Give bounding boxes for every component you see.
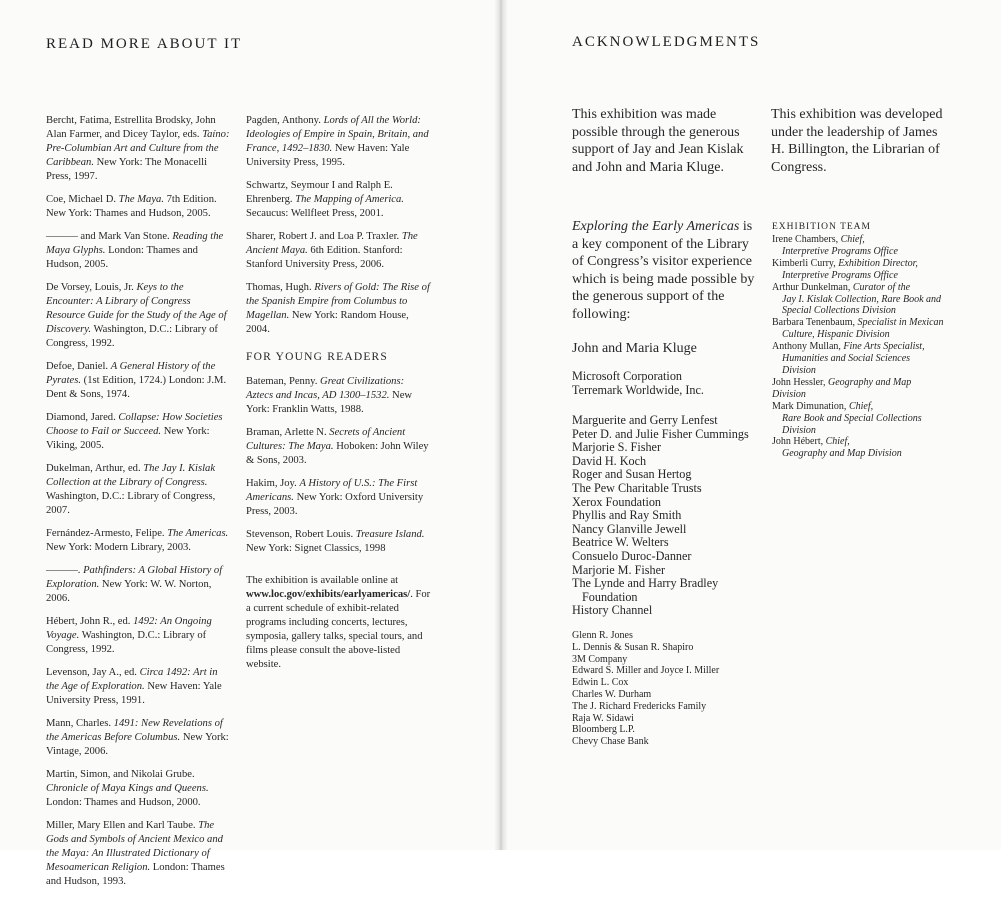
entry-title: 1492: An Ongoing Voyage.	[46, 616, 212, 641]
entry-publication: New York: Modern Library, 2003.	[46, 542, 191, 553]
team-member-department: Geography and Map Division	[782, 448, 902, 460]
team-member-department: Interpretive Programs Office	[782, 245, 898, 257]
entry-author: Thomas, Hugh.	[246, 282, 315, 293]
bibliography-entry	[46, 411, 230, 453]
team-member	[772, 401, 944, 437]
entry-publication: Washington, D.C.: Library of Congress, 1992.	[46, 324, 218, 349]
team-member-name: Anthony Mullan,	[772, 341, 844, 353]
bibliography-column-2	[246, 114, 432, 672]
sponsor-name: The Pew Charitable Trusts	[572, 480, 702, 495]
team-member-role: Chief,	[840, 234, 865, 245]
team-member-role: Specialist in Mexican	[857, 317, 944, 329]
supporters-list	[572, 630, 772, 748]
entry-publication: New York: W. W. Norton, 2006.	[46, 579, 212, 604]
sponsor-name: Roger and Susan Hertog	[572, 467, 692, 482]
entry-title: Circa 1492: Art in the Age of Exploration.	[46, 667, 218, 692]
sponsor-name: Marjorie M. Fisher	[572, 562, 666, 577]
entry-publication: New Haven: Yale University Press, 1991.	[46, 681, 222, 706]
sponsor-name: Marguerite and Gerry Lenfest	[572, 413, 718, 427]
bibliography-entry	[246, 114, 432, 170]
sponsor-name: Consuelo Duroc-Danner	[572, 548, 692, 563]
team-member-name: Arthur Dunkelman,	[772, 281, 853, 293]
acknowledgments-heading: ACKNOWLEDGMENTS	[572, 34, 761, 50]
bibliography-entry	[246, 426, 432, 468]
entry-title: Rivers of Gold: The Rise of the Spanish Empire from Columbus to Magellan.	[246, 282, 430, 321]
read-more-heading: READ MORE ABOUT IT	[46, 36, 243, 52]
entry-author: Sharer, Robert J. and Loa P. Traxler.	[246, 231, 402, 242]
team-member-department: Humanities and Social Sciences Division	[782, 353, 911, 376]
sponsor-name: Nancy Glanville Jewell	[572, 521, 687, 536]
entry-publication: London: Thames and Hudson, 2005.	[46, 245, 198, 270]
bibliography-entry	[246, 375, 432, 417]
sponsor-name: Phyllis and Ray Smith	[572, 508, 682, 523]
supporter-name: Bloomberg L.P.	[572, 724, 635, 736]
entry-author: Bateman, Penny.	[246, 376, 321, 387]
entry-title: The Jay I. Kislak Collection at the Library of Congress.	[46, 463, 216, 488]
entry-title: The Maya.	[118, 194, 164, 205]
supporter-name: Edward S. Miller and Joyce I. Miller	[572, 665, 720, 677]
supporter-name: Edwin L. Cox	[572, 677, 629, 689]
team-member-department: Jay I. Kislak Collection, Rare Book and Special Collections Division	[782, 293, 942, 317]
entry-author: Fernández-Armesto, Felipe.	[46, 528, 168, 539]
entry-title: The Mapping of America.	[295, 194, 404, 205]
sponsor-name: Xerox Foundation	[572, 494, 662, 509]
entry-author: Stevenson, Robert Louis.	[246, 529, 356, 540]
team-member-department: Rare Book and Special Collections Division	[782, 412, 922, 436]
team-member	[772, 436, 944, 460]
support-statement: This exhibition was made possible through the generous support of Jay and Jean Kislak and John and Maria Kluge.	[572, 107, 744, 175]
supporter-name: Charles W. Durham	[572, 688, 652, 700]
entry-author: Coe, Michael D.	[46, 194, 119, 205]
entry-title: Treasure Island.	[355, 529, 425, 540]
bibliography-entry	[46, 114, 230, 184]
bibliography-entry	[46, 615, 230, 657]
book-gutter	[494, 0, 508, 850]
exhibit-url-link[interactable]: www.loc.gov/exhibits/earlyamericas/	[246, 589, 411, 600]
entry-publication: Washington, D.C.: Library of Congress, 1992.	[46, 630, 207, 655]
sponsor-name: David H. Koch	[572, 453, 647, 468]
bibliography-entry	[46, 768, 230, 810]
team-member	[772, 317, 944, 341]
entry-title: Keys to the Encounter: A Library of Congress Resource Guide for the Study of the Age of Discovery.	[46, 282, 227, 335]
entry-author: Mann, Charles.	[46, 718, 114, 729]
bibliography-entry	[246, 528, 432, 556]
entry-publication: New York: The Monacelli Press, 1997.	[46, 157, 208, 182]
team-member-department: Interpretive Programs Office	[782, 269, 898, 281]
bibliography-entry	[46, 281, 230, 351]
entry-publication: (1st Edition, 1724.) London: J.M. Dent & Sons, 1974.	[46, 375, 227, 400]
team-member-role: Exhibition Director,	[838, 257, 918, 269]
entry-publication: Secaucus: Wellfleet Press, 2001.	[246, 208, 384, 219]
team-member-role: Chief,	[848, 400, 874, 412]
bibliography-entry	[246, 230, 432, 272]
team-member	[772, 234, 944, 258]
supporter-name: 3M Company	[572, 653, 628, 665]
component-text: is a key component of the Library of Congress’s visitor experience which is being made possible by the generous support of the following:	[572, 219, 755, 322]
online-note	[246, 574, 432, 672]
entry-title: Pathfinders: A Global History of Exploration.	[46, 565, 223, 590]
supporter-name: Chevy Chase Bank	[572, 736, 649, 748]
entry-publication: Washington, D.C.: Library of Congress, 2007.	[46, 491, 216, 516]
entry-title: Lords of All the World: Ideologies of Empire in Spain, Britain, and France, 1492–1830.	[246, 115, 429, 154]
corporate-sponsor: Microsoft Corporation	[572, 369, 683, 383]
entry-publication: New York: Franklin Watts, 1988.	[246, 390, 413, 415]
bibliography-list	[246, 114, 432, 337]
entry-title: Taíno: Pre-Columbian Art and Culture from the Caribbean.	[46, 129, 230, 168]
entry-author: Diamond, Jared.	[46, 412, 119, 423]
bibliography-column-1	[46, 114, 230, 898]
team-member-name: John Hessler,	[772, 376, 828, 388]
entry-author: Levenson, Jay A., ed.	[46, 667, 140, 678]
bibliography-entry	[46, 666, 230, 708]
entry-publication: 7th Edition. New York: Thames and Hudson, 2005.	[46, 194, 217, 219]
sponsor-name: The Lynde and Harry Bradley	[572, 576, 719, 591]
entry-publication: Hoboken: John Wiley & Sons, 2003.	[246, 441, 429, 466]
team-member-name: Irene Chambers,	[772, 234, 841, 245]
bibliography-entry	[246, 477, 432, 519]
entry-author: Braman, Arlette N.	[246, 427, 330, 438]
bibliography-entry	[46, 527, 230, 555]
major-sponsor: John and Maria Kluge	[572, 341, 697, 356]
corporate-sponsors-list	[572, 370, 772, 397]
component-statement	[572, 218, 757, 324]
sponsor-name: Foundation	[582, 589, 638, 604]
supporter-name: L. Dennis & Susan R. Shapiro	[572, 641, 694, 653]
entry-title: 1491: New Revelations of the Americas Before Columbus.	[46, 718, 223, 743]
entry-author: Pagden, Anthony.	[246, 115, 324, 126]
supporter-name: Glenn R. Jones	[572, 630, 633, 641]
entry-author: Hakim, Joy.	[246, 478, 300, 489]
entry-publication: New York: Oxford University Press, 2003.	[246, 492, 424, 517]
entry-author: Hébert, John R., ed.	[46, 616, 134, 627]
entry-author: Miller, Mary Ellen and Karl Taube.	[46, 820, 199, 831]
entry-publication: New York: Random House, 2004.	[246, 310, 409, 335]
entry-title: The Gods and Symbols of Ancient Mexico and the Maya: An Illustrated Dictionary of Mesoamerican Religion.	[46, 820, 223, 873]
sponsor-name: Marjorie S. Fisher	[572, 440, 662, 455]
bibliography-entry	[246, 179, 432, 221]
bibliography-entry	[46, 360, 230, 402]
entry-publication: 6th Edition. Stanford: Stanford University Press, 2006.	[246, 245, 403, 270]
entry-title: Great Civilizations: Aztecs and Incas, AD 1300–1532.	[246, 376, 405, 401]
team-member	[772, 258, 944, 282]
exhibition-title: Exploring the Early Americas	[572, 219, 740, 234]
bibliography-entry	[46, 819, 230, 889]
entry-publication: London: Thames and Hudson, 2000.	[46, 797, 201, 808]
entry-author: Schwartz, Seymour I and Ralph E. Ehrenberg.	[246, 180, 393, 205]
entry-publication: New York: Viking, 2005.	[46, 426, 210, 451]
entry-title: A History of U.S.: The First Americans.	[246, 478, 418, 503]
team-member-role: Fine Arts Specialist,	[843, 341, 925, 353]
entry-author: Dukelman, Arthur, ed.	[46, 463, 144, 474]
sponsor-name: History Channel	[572, 603, 653, 618]
entry-publication: New Haven: Yale University Press, 1995.	[246, 143, 410, 168]
team-member-name: Kimberli Curry,	[772, 257, 839, 269]
exhibition-team-heading: EXHIBITION TEAM	[772, 222, 871, 232]
team-member-role: Curator of the	[852, 281, 911, 293]
entry-title: A General History of the Pyrates.	[46, 361, 216, 386]
team-member-role: Geography and Map Division	[772, 376, 912, 400]
entry-author: De Vorsey, Louis, Jr.	[46, 282, 137, 293]
entry-publication: New York: Signet Classics, 1998	[246, 543, 386, 554]
team-member	[772, 377, 944, 401]
team-member-name: John Hébert,	[772, 436, 826, 448]
leadership-statement: This exhibition was developed under the leadership of James H. Billington, the Librarian of Congress.	[771, 107, 943, 175]
supporter-name: Raja W. Sidawi	[572, 712, 634, 724]
bibliography-entry	[46, 193, 230, 221]
sponsor-name: Peter D. and Julie Fisher Cummings	[572, 426, 749, 441]
team-member	[772, 341, 944, 377]
entry-author: Defoe, Daniel.	[46, 361, 111, 372]
young-readers-heading: FOR YOUNG READERS	[246, 351, 389, 363]
entry-author: ——— and Mark Van Stone.	[46, 231, 173, 242]
entry-publication: New York: Vintage, 2006.	[46, 732, 229, 757]
team-member-department: Culture, Hispanic Division	[782, 329, 890, 341]
entry-title: Reading the Maya Glyphs.	[46, 231, 224, 256]
sponsors-list	[572, 414, 772, 618]
supporter-name: The J. Richard Fredericks Family	[572, 700, 707, 712]
entry-author: Martin, Simon, and Nikolai Grube.	[46, 769, 195, 780]
team-member	[772, 282, 944, 318]
team-member-role: Chief,	[825, 436, 850, 448]
entry-title: The Ancient Maya.	[246, 231, 418, 256]
team-member-name: Barbara Tenenbaum,	[772, 317, 858, 329]
entry-title: Collapse: How Societies Choose to Fail or Succeed.	[46, 412, 223, 437]
online-note-intro: The exhibition is available online at	[246, 575, 399, 586]
entry-title: Chronicle of Maya Kings and Queens.	[46, 783, 209, 794]
bibliography-entry	[246, 281, 432, 337]
online-note-details: . For a current schedule of exhibit-related programs including concerts, lectures, symposia, gallery talks, special tours, and films please consult the above-listed website.	[246, 589, 431, 670]
entry-author: ———.	[46, 565, 84, 576]
team-member-name: Mark Dimunation,	[772, 400, 849, 412]
corporate-sponsor: Terremark Worldwide, Inc.	[572, 382, 704, 397]
entry-author: Bercht, Fatima, Estrellita Brodsky, John Alan Farmer, and Dicey Taylor, eds.	[46, 115, 216, 140]
bibliography-entry	[46, 717, 230, 759]
young-readers-list	[246, 375, 432, 556]
entry-title: Secrets of Ancient Cultures: The Maya.	[246, 427, 406, 452]
bibliography-entry	[46, 564, 230, 606]
bibliography-entry	[46, 230, 230, 272]
entry-title: The Americas.	[167, 528, 229, 539]
bibliography-entry	[46, 462, 230, 518]
sponsor-name: Beatrice W. Welters	[572, 535, 669, 550]
entry-publication: London: Thames and Hudson, 1993.	[46, 862, 225, 887]
exhibition-team-list	[772, 234, 944, 460]
